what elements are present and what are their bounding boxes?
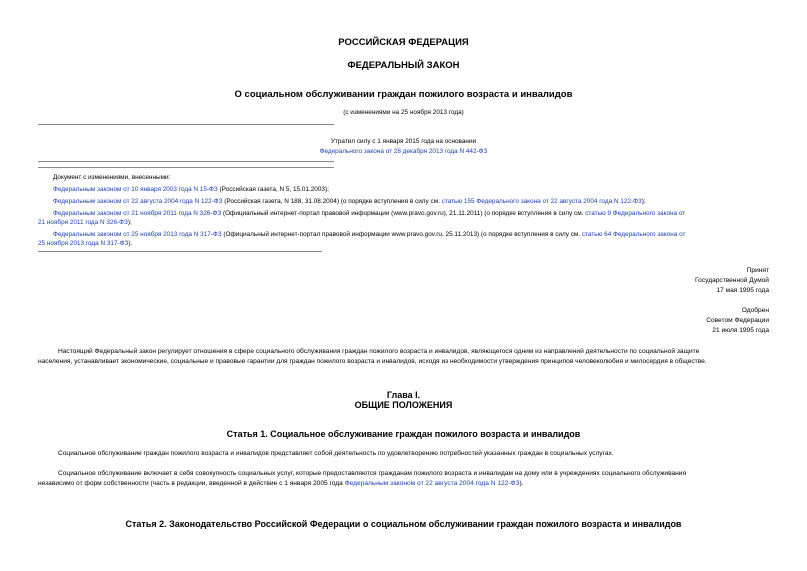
amendment-law-link[interactable]: Федеральным законом от 22 августа 2004 года N 122-ФЗ	[53, 198, 223, 205]
chapter-number: Глава I.	[386, 390, 421, 400]
article-1-paragraph-1: Социальное обслуживание граждан пожилого возраста и инвалидов представляет собой деятельность по удовлетворению потребностей указанных граждан в социальных услугах.	[58, 450, 614, 457]
amendment-article-link[interactable]: статью 155 Федерального закона от 22 августа 2004 года N 122-ФЗ	[441, 198, 642, 205]
amendment-item: Федеральным законом от 21 ноября 2011 года N 326-ФЗ (Официальный интернет-портал правовой информации (www.pravo.gov.ru), 21.11.2011) (о порядке вступления в силу см. статью 9 Федерального закона от	[53, 210, 686, 217]
edition-note: (с изменениями на 25 ноября 2013 года)	[343, 109, 464, 116]
law-title: О социальном обслуживании граждан пожилого возраста и инвалидов	[234, 89, 573, 100]
divider-rule	[38, 167, 334, 168]
country-heading: РОССИЙСКАЯ ФЕДЕРАЦИЯ	[338, 37, 469, 48]
article-2-title: Статья 2. Законодательство Российской Федерации о социальном обслуживании граждан пожилого возраста и инвалидов	[125, 519, 682, 529]
repeal-law-link[interactable]: Федерального закона от 28 декабря 2013 года N 442-ФЗ	[319, 148, 488, 155]
divider-rule	[38, 161, 334, 162]
divider-rule	[38, 124, 334, 125]
amendment-item: Федеральным законом от 22 августа 2004 года N 122-ФЗ (Российская газета, N 188, 31.08.2004) (о порядке вступления в силу см. статью 155 Федерального закона от 22 августа 2004 года N 122-ФЗ);	[53, 198, 646, 205]
amendment-article-link[interactable]: 21 ноября 2011 года N 326-ФЗ	[38, 219, 128, 226]
amendment-law-link[interactable]: Федеральным законом от 10 января 2003 года N 15-ФЗ	[53, 186, 218, 193]
amendment-item-cont: 25 ноября 2013 года N 317-ФЗ).	[38, 240, 133, 247]
law-type-heading: ФЕДЕРАЛЬНЫЙ ЗАКОН	[347, 60, 460, 71]
status-line: Утратил силу с 1 января 2015 года на основании	[330, 138, 477, 145]
amendments-list	[38, 172, 769, 250]
chapter-title: ОБЩИЕ ПОЛОЖЕНИЯ	[354, 400, 453, 410]
amendment-law-link[interactable]: Федеральным законом от 25 ноября 2013 года N 317-ФЗ	[53, 231, 222, 238]
article-1-title: Статья 1. Социальное обслуживание граждан пожилого возраста и инвалидов	[226, 429, 581, 439]
amendment-law-link[interactable]: Федеральным законом от 21 ноября 2011 года N 326-ФЗ	[53, 210, 222, 217]
amendments-intro: Документ с изменениями, внесенными:	[53, 174, 171, 181]
amendment-item: Федеральным законом от 25 ноября 2013 года N 317-ФЗ (Официальный интернет-портал правовой информации www.pravo.gov.ru, 25.11.2013) (о порядке вступления в силу см. статью 64 Федерального закона от	[53, 231, 686, 238]
amendment-article-link[interactable]: 25 ноября 2013 года N 317-ФЗ	[38, 240, 129, 247]
amendment-article-link[interactable]: статью 64 Федерального закона от	[581, 231, 686, 238]
amendment-article-link[interactable]: статью 9 Федерального закона от	[585, 210, 686, 217]
preamble-line-2: населения, устанавливает экономические, социальные и правовые гарантии для граждан пожилого возраста и инвалидов, исходя из необходимости утверждения принципов человеколюбия и милосердия в обществе.	[38, 358, 707, 365]
article-1-paragraph-2: Социальное обслуживание включает в себя совокупность социальных услуг, которые предоставляются гражданам пожилого возраста и инвалидам на дому или в учреждениях социального обслуживания	[58, 470, 687, 477]
divider-rule	[38, 251, 322, 252]
amendment-item: Федеральным законом от 10 января 2003 года N 15-ФЗ (Российская газета, N 5, 15.01.2003);	[53, 186, 329, 193]
preamble-line-1: Настоящий Федеральный закон регулирует отношения в сфере социального обслуживания граждан пожилого возраста и инвалидов, являющегося одним из направлений деятельности по социальной защите	[58, 348, 700, 355]
status-link-row	[0, 148, 807, 156]
amendment-item-cont: 21 ноября 2011 года N 326-ФЗ);	[38, 219, 132, 226]
article-1-paragraph-2-cont: независимо от форм собственности (часть в редакции, введенной в действие с 1 января 2005 года Федеральным законом от 22 августа 2004 года N 122-ФЗ).	[38, 480, 524, 487]
adopted-block: Принят Государственной Думой 17 мая 1995 года	[695, 267, 769, 294]
amendment-law-link[interactable]: Федеральным законом от 22 августа 2004 года N 122-ФЗ	[344, 480, 520, 487]
approved-block: Одобрен Советом Федерации 21 июля 1995 года	[706, 307, 769, 334]
